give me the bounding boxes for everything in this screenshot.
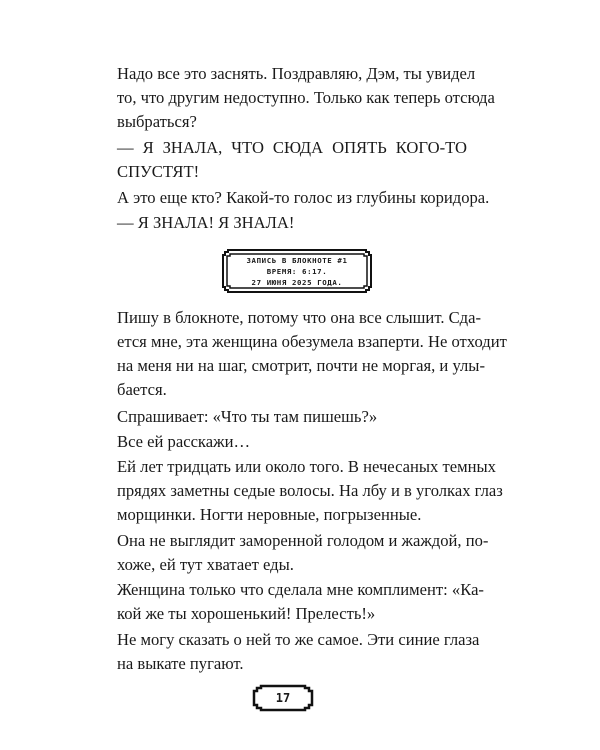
paragraph [117, 405, 467, 429]
text-line: на выкате пугают. [117, 654, 244, 673]
text-line: выбраться? [117, 112, 197, 131]
notebook-entry-title: ЗАПИСЬ В БЛОКНОТЕ #1 [246, 256, 348, 265]
text-line: Все ей расскажи… [117, 432, 251, 451]
text-line: на меня ни на шаг, смотрит, почти не моргая, и улы- [117, 356, 485, 375]
text-line: СПУСТЯТ! [117, 162, 200, 181]
text-line: то, что другим недоступно. Только как теперь отсюда [117, 88, 495, 107]
page-number: 17 [275, 691, 291, 705]
text-line: морщинки. Ногти неровные, погрызенные. [117, 505, 422, 524]
text-line: Не могу сказать о ней то же самое. Эти синие глаза [117, 630, 480, 649]
paragraph [117, 628, 480, 676]
paragraph [117, 62, 495, 134]
paragraph [117, 455, 503, 527]
paragraph [117, 306, 507, 402]
text-line: ется мне, эта женщина обезумела взаперти. Не отходит [117, 332, 507, 351]
notebook-entry-time: ВРЕМЯ: 6:17. [266, 267, 328, 276]
text-line: Спрашивает: «Что ты там пишешь?» [117, 407, 378, 426]
notebook-entry-date: 27 ИЮНЯ 2025 ГОДА. [251, 278, 343, 287]
paragraph [117, 529, 489, 577]
text-line: Женщина только что сделала мне комплимент: «Ка- [117, 580, 484, 599]
text-line: Пишу в блокноте, потому что она все слышит. Сда- [117, 308, 482, 327]
text-line: прядях заметны седые волосы. На лбу и в уголках глаз [117, 481, 503, 500]
page-number-badge [251, 684, 315, 712]
paragraph-shout [117, 211, 467, 235]
paragraph-shout [117, 136, 467, 184]
text-line: Она не выглядит заморенной голодом и жаждой, по- [117, 531, 489, 550]
paragraph [117, 430, 467, 454]
text-line: кой же ты хорошенький! Прелесть!» [117, 604, 376, 623]
notebook-entry-badge [222, 249, 372, 293]
paragraph [117, 186, 490, 210]
text-line: хоже, ей тут хватает еды. [117, 555, 294, 574]
text-line: А это еще кто? Какой-то голос из глубины коридора. [117, 188, 490, 207]
text-line: — Я ЗНАЛА! Я ЗНАЛА! [117, 213, 295, 232]
text-line: — Я ЗНАЛА, ЧТО СЮДА ОПЯТЬ КОГО-ТО [117, 138, 467, 157]
text-line: Надо все это заснять. Поздравляю, Дэм, ты увидел [117, 64, 476, 83]
paragraph [117, 578, 484, 626]
text-line: Ей лет тридцать или около того. В нечесаных темных [117, 457, 496, 476]
text-line: бается. [117, 380, 167, 399]
